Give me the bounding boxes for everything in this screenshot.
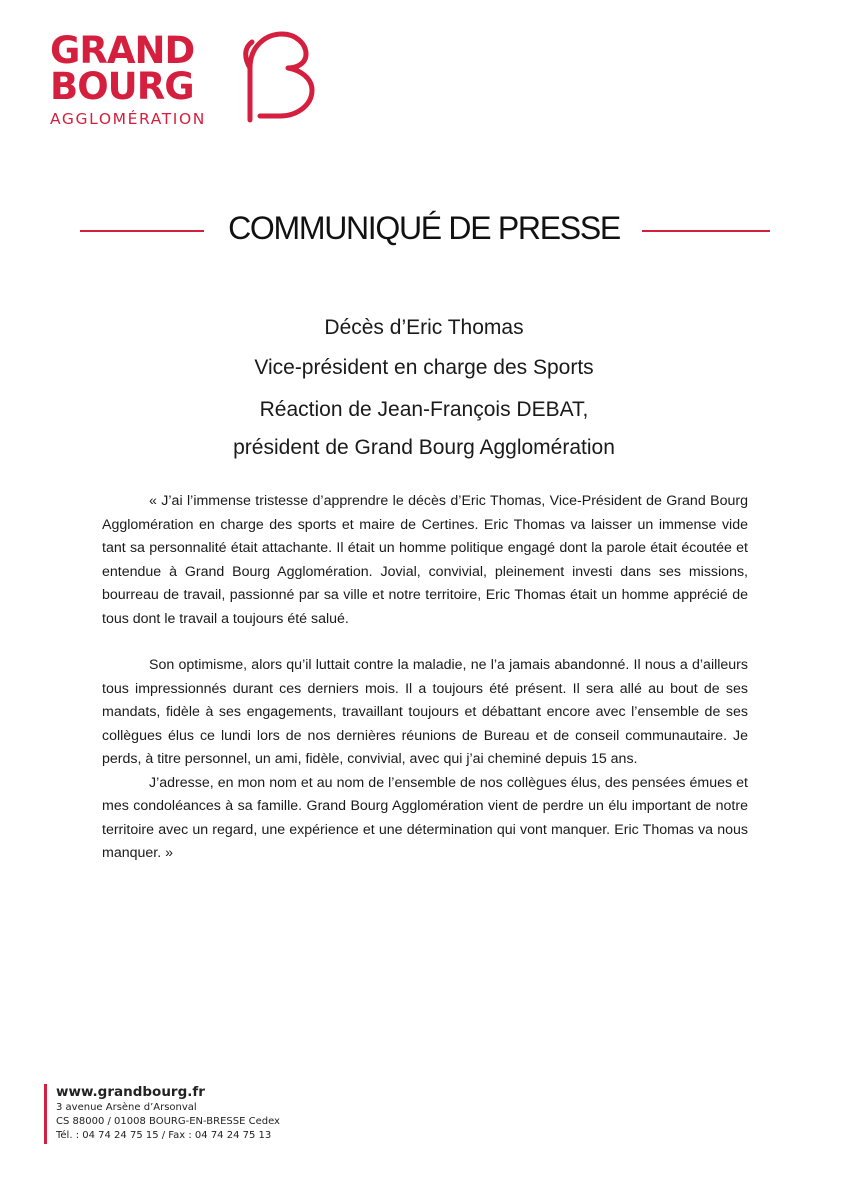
phone-line: Tél. : 04 74 24 75 15 / Fax : 04 74 24 75 13 bbox=[56, 1130, 272, 1141]
title-rule-right bbox=[642, 230, 770, 232]
subtitle-line: président de Grand Bourg Agglomération bbox=[233, 436, 615, 459]
brand-logo bbox=[44, 26, 324, 136]
logo-text-bourg: BOURG bbox=[50, 65, 194, 108]
website-link[interactable]: www.grandbourg.fr bbox=[56, 1084, 205, 1100]
paragraph-text: J’adresse, en mon nom et au nom de l’ensemble de nos collègues élus, des pensées émues et mes condoléances à sa famille. Grand Bourg Agglomération vient de perdre un élu important de notre territoire avec un regard, une expérience et une détermination qui vont manquer. Eric Thomas va nous manquer. » bbox=[102, 774, 748, 861]
press-release-header bbox=[0, 208, 848, 252]
logo-text-grand: GRAND bbox=[50, 29, 195, 72]
paragraph-text: Son optimisme, alors qu’il luttait contre la maladie, ne l’a jamais abandonné. Il nous a d’ailleurs tous impressionnés durant ces derniers mois. Il a toujours été présent. Il sera allé au bout de ses mandats, fidèle à ses engagements, travaillant toujours et débattant encore avec l’ensemble de ses collègues élus ce lundi lors de nos dernières réunions de Bureau et de conseil communautaire. Je perds, à titre personnel, un ami, fidèle, convivial, avec qui j’ai cheminé depuis 15 ans. bbox=[102, 657, 748, 767]
address-line: CS 88000 / 01008 BOURG-EN-BRESSE Cedex bbox=[56, 1116, 280, 1127]
subtitle-line: Réaction de Jean-François DEBAT, bbox=[259, 398, 589, 421]
subtitle-line: Décès d’Eric Thomas bbox=[324, 316, 524, 339]
address-line: 3 avenue Arsène d’Arsonval bbox=[56, 1102, 197, 1113]
body-paragraph bbox=[102, 654, 748, 866]
footer-contact bbox=[44, 1084, 280, 1144]
logo-text-agglomeration: AGGLOMÉRATION bbox=[50, 110, 206, 128]
subtitle-line: Vice-président en charge des Sports bbox=[254, 356, 594, 379]
title-rule-left bbox=[80, 230, 204, 232]
heart-logo-icon bbox=[236, 28, 318, 128]
page-title: COMMUNIQUÉ DE PRESSE bbox=[228, 210, 620, 246]
paragraph-text: « J’ai l’immense tristesse d’apprendre le décès d’Eric Thomas, Vice-Président de Grand Bourg Agglomération en charge des sports et maire de Certines. Eric Thomas va laisser un immense vide tant sa personnalité était attachante. Il était un homme politique engagé dont la parole était écoutée et entendue à Grand Bourg Agglomération. Jovial, convivial, pleinement investi dans ses missions, bourreau de travail, passionné par sa ville et notre territoire, Eric Thomas était un homme apprécié de tous dont le travail a toujours été salué. bbox=[102, 493, 748, 627]
body-paragraph bbox=[102, 490, 748, 631]
